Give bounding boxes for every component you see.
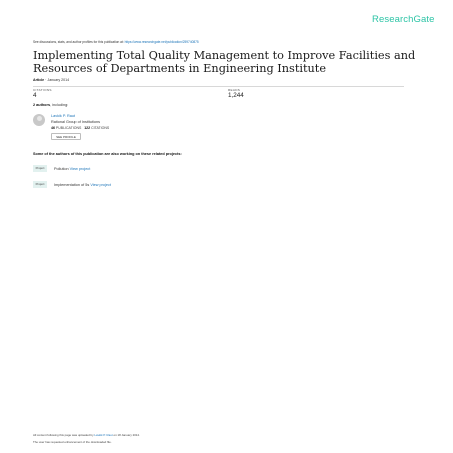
reads-value: 1,244 [228, 92, 244, 99]
avatar-head-shape [37, 116, 42, 121]
upload-note [33, 433, 140, 437]
project-badge: Project [33, 181, 47, 188]
author-publications-label: PUBLICATIONS [55, 126, 82, 130]
author-institution: Rational Group of Institutions [51, 120, 100, 124]
paper-title: Implementing Total Quality Management to Improve Facilities and Resources of Departments in Engineering Institute [33, 49, 416, 76]
author-citations-label: CITATIONS [91, 126, 110, 130]
avatar[interactable] [33, 114, 45, 126]
author-citations-count: 122 [84, 126, 91, 130]
researchgate-logo[interactable]: ResearchGate [372, 14, 435, 25]
authors-heading [33, 103, 68, 107]
publication-url-link[interactable]: https://www.researchgate.net/publication/259740875 [124, 40, 199, 44]
related-projects-heading: Some of the authors of this publication are also working on these related projects: [33, 152, 182, 156]
author-name-link[interactable]: Lavkik P. Raut [51, 114, 75, 118]
author-stats [51, 126, 109, 130]
paper-type: Article [33, 78, 45, 82]
authors-suffix: , including: [50, 103, 69, 107]
upload-note-suffix: on 18 January 2014. [112, 433, 140, 437]
view-project-link[interactable]: View project [69, 166, 91, 171]
source-line [33, 40, 199, 44]
reads-label: READS [228, 88, 241, 92]
source-prefix: See discussions, stats, and author profiles for this publication at: [33, 40, 125, 44]
divider [33, 86, 404, 87]
see-profile-button[interactable]: SEE PROFILE [51, 133, 81, 140]
citations-label: CITATIONS [33, 88, 52, 92]
citations-value: 4 [33, 92, 37, 99]
uploader-link[interactable]: Lavkik P. Raut [94, 433, 113, 437]
paper-date: January 2014 [47, 78, 70, 82]
meta-separator: · [44, 78, 48, 82]
enhancement-note: The user has requested enhancement of the downloaded file. [33, 440, 112, 444]
project-name: Implementation of 5s [54, 182, 90, 187]
author-publications-count: 46 [51, 126, 55, 130]
project-name: Pollution [54, 166, 69, 171]
project-text [54, 167, 90, 171]
project-text [54, 183, 111, 187]
authors-count: 2 authors [33, 103, 51, 107]
paper-meta [33, 78, 69, 82]
upload-note-prefix: All content following this page was uploaded by [33, 433, 95, 437]
view-project-link[interactable]: View project [90, 182, 111, 187]
project-badge: Project [33, 165, 47, 172]
